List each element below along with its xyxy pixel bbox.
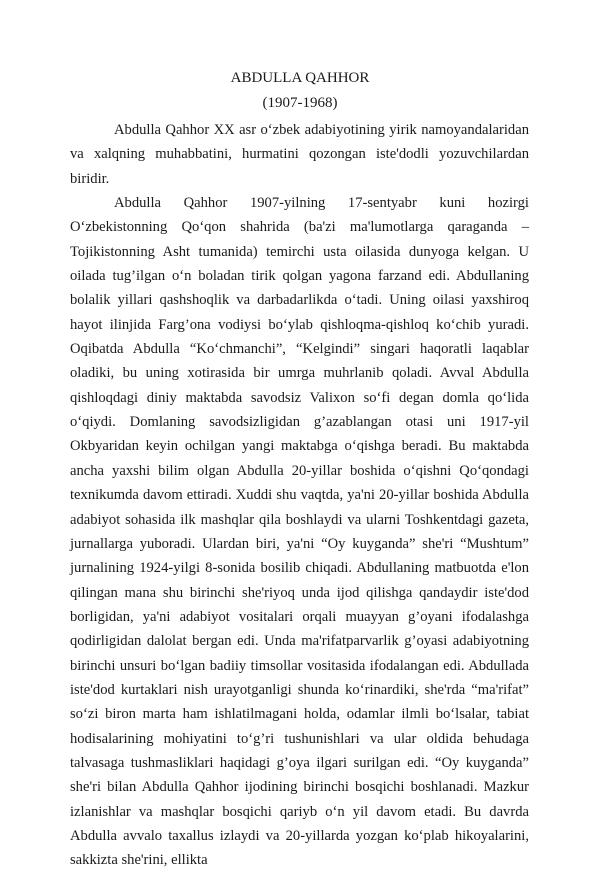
- page-subtitle-years: (1907-1968): [262, 95, 338, 111]
- page-title: ABDULLA QAHHOR: [230, 70, 370, 86]
- paragraph-2: Abdulla Qahhor 1907-yilning 17-sentyabr kuni hozirgi O‘zbekistonning Qo‘qon shahrida (ba'zi ma'lumotlarga qaraganda – Tojikistonning Asht tumanida) temirchi usta oilasida dunyoga kelgan. U oilada tug’ilgan o‘n boladan tirik qolgan yagona farzand edi. Abdullaning bolalik yillari qashshoqlik va darbadarlikda o‘tadi. Uning oilasi yaxshiroq hayot ilinjida Farg’ona vodiysi bo‘ylab qishloqma-qishloq ko‘chib yuradi. Oqibatda Abdulla “Ko‘chmanchi”, “Kelgindi” singari haqoratli laqablar oladiki, bu uning xotirasida bir umrga muhrlanib qoladi. Avval Abdulla qishloqdagi diniy maktabda savodsiz Valixon so‘fi degan domla qo‘lida o‘qiydi. Domlaning savodsizligidan g’azablangan otasi uni 1917-yil Okbyaridan keyin ochilgan yangi maktabga o‘qishga beradi. Bu maktabda ancha yaxshi bilim olgan Abdulla 20-yillar boshida o‘qishni Qo‘qondagi texnikumda davom ettiradi. Xuddi shu vaqtda, ya'ni 20-yillar boshida Abdulla adabiyot sohasida ilk mashqlar qila boshlaydi va ularni Toshkentdagi gazeta, jurnallarga yuboradi. Ulardan biri, ya'ni “Oy kuyganda” she'ri “Mushtum” jurnalining 1924-yilgi 8-sonida bosilib chiqadi. Abdullaning matbuotda e'lon qilingan mana shu birinchi she'riyoq unda ijod qilishga qandaydir iste'dod borligidan, ya'ni adabiyot vositalari orqali muayyan g’oyani ifodalashga qodirligidan dalolat bergan edi. Unda ma'rifatparvarlik g’oyasi adabiyotning birinchi unsuri bo‘lgan badiiy timsollar vositasida ifodalangan edi. Abdullada iste'dod kurtaklari nish urayotganligi shunda ko‘rinardiki, she'rda “ma'rifat” so‘zi biron marta ham ishlatilmagani holda, odamlar ilmli bo‘lsalar, tabiat hodisalarining mohiyatini to‘g’ri tushunishlari va ular oldida behudaga talvasaga tushmasliklari haqidagi g’oya ilgari surilgan edi. “Oy kuyganda” she'ri bilan Abdulla Qahhor ijodining birinchi bosqichi boshlanadi. Mazkur izlanishlar va mashqlar bosqichi qariyb o‘n yil davom etadi. Bu davrda Abdulla avvalo taxallus izlaydi va 20-yillarda yozgan ko‘plab hikoyalarini, sakkizta she'rini, ellikta: [70, 195, 529, 869]
- paragraph-1: Abdulla Qahhor XX asr o‘zbek adabiyotining yirik namoyandalaridan va xalqning muhabbatini, hurmatini qozongan iste'dodli yozuvchilardan biridir.: [70, 122, 529, 187]
- body-text: [70, 118, 529, 873]
